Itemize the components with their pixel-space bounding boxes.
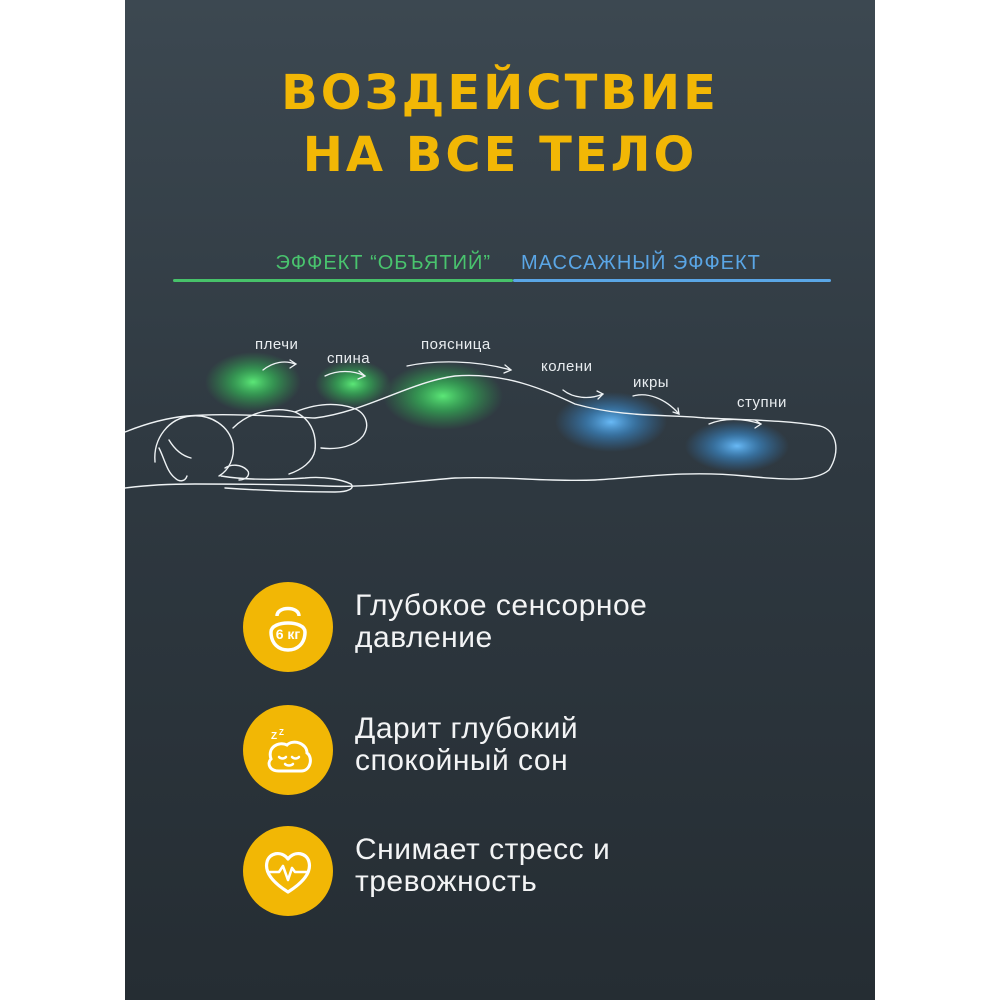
glow-knees (555, 392, 667, 452)
shoulder-outline (233, 410, 315, 474)
feature-pressure-line2: давление (355, 621, 493, 654)
sleeping-face-icon (243, 705, 333, 795)
legend-hug-effect (173, 246, 513, 286)
page-title (125, 62, 875, 186)
glow-shoulders (205, 352, 301, 412)
label-feet: ступни (737, 394, 787, 411)
label-back: спина (327, 350, 371, 367)
body-illustration (125, 320, 875, 520)
feature-pressure-line1: Глубокое сенсорное (355, 589, 648, 622)
heart-pulse-icon (243, 826, 333, 916)
feature-sleep-line1: Дарит глубокий (355, 712, 579, 745)
label-shoulders: плечи (255, 336, 299, 353)
title-line-2: НА ВСЕ ТЕЛО (302, 127, 698, 183)
feature-pressure-text (355, 590, 647, 654)
kettlebell-icon (243, 582, 333, 672)
feature-pressure (243, 582, 803, 672)
glow-feet (685, 420, 789, 472)
glow-back (315, 360, 391, 408)
legend-massage-label: МАССАЖНЫЙ ЭФФЕКТ (521, 252, 761, 274)
hair-outline (159, 440, 191, 481)
kettlebell-weight-label: 6 кг (275, 626, 301, 642)
feature-stress-text (355, 834, 610, 898)
legend-hug-line (173, 279, 513, 282)
legend-massage-effect (513, 246, 831, 286)
feature-stress-line1: Снимает стресс и (355, 833, 611, 866)
glow-lower-back (383, 362, 503, 430)
title-line-1: ВОЗДЕЙСТВИЕ (281, 65, 719, 121)
feature-stress (243, 826, 803, 916)
svg-text:Z: Z (279, 728, 284, 737)
svg-text:Z: Z (271, 731, 278, 742)
feature-sleep-line2: спокойный сон (355, 744, 569, 777)
feature-sleep (243, 705, 803, 795)
label-lower-back: поясница (421, 336, 491, 353)
feature-sleep-text (355, 713, 578, 777)
feature-stress-line2: тревожность (355, 865, 538, 898)
legend-hug-label: ЭФФЕКТ “ОБЪЯТИЙ” (275, 252, 491, 274)
legend-massage-line (513, 279, 831, 282)
product-card (125, 0, 875, 1000)
label-knees: колени (541, 358, 593, 375)
body-outline-svg (125, 320, 875, 520)
label-calves: икры (633, 374, 670, 391)
back-outline (295, 405, 367, 449)
